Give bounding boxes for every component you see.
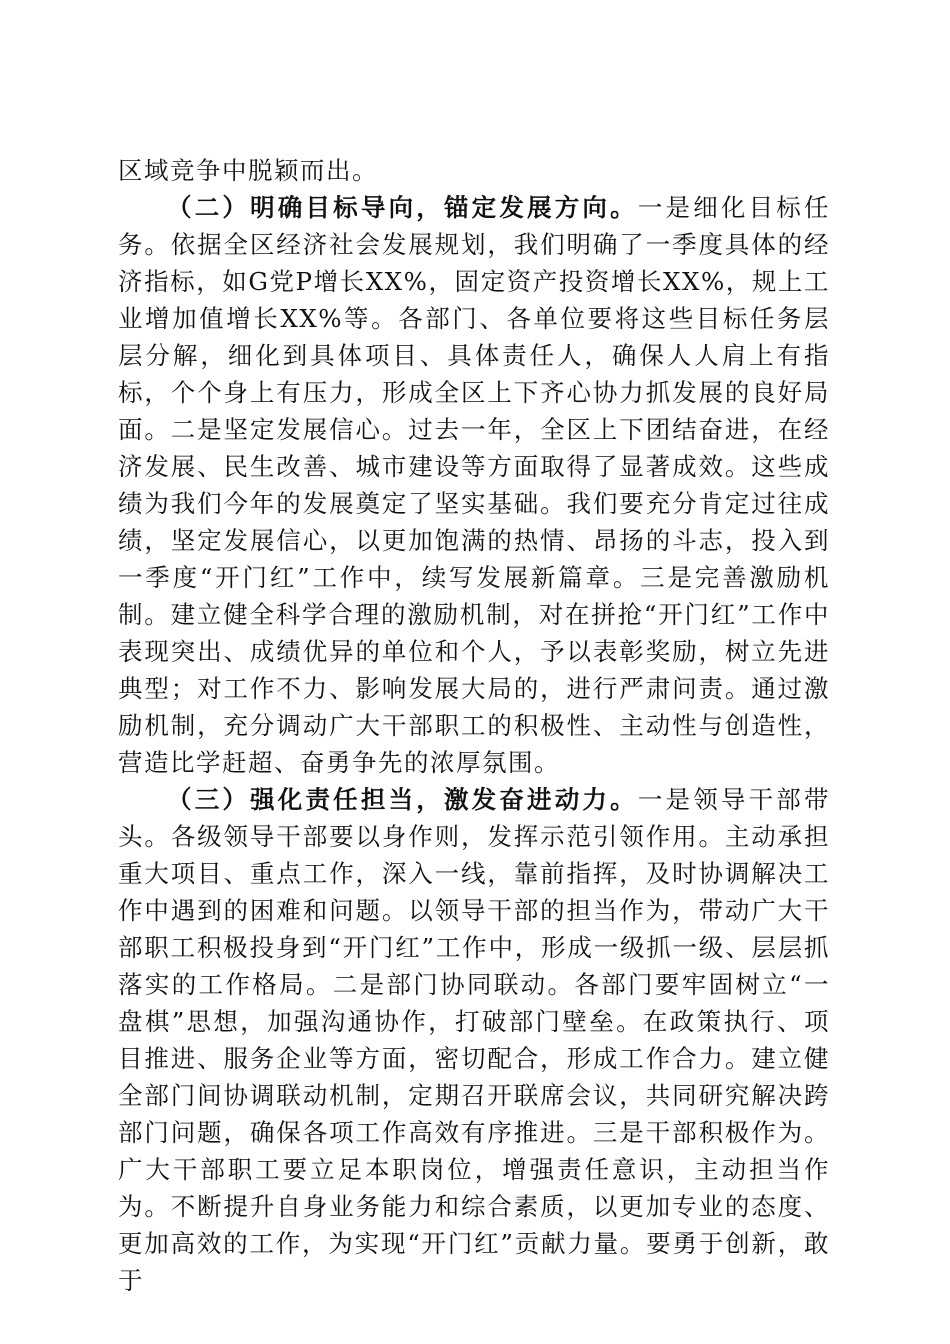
section-2-heading: （二）明确目标导向，锚定发展方向。 bbox=[167, 193, 638, 222]
section-2-paragraph bbox=[118, 189, 830, 781]
section-3-heading: （三）强化责任担当，激发奋进动力。 bbox=[167, 785, 638, 814]
document-body bbox=[118, 152, 830, 1299]
paragraph-continuation bbox=[118, 152, 830, 189]
paragraph-text: 区域竞争中脱颖而出。 bbox=[118, 156, 378, 185]
section-2-body: 一是细化目标任务。依据全区经济社会发展规划，我们明确了一季度具体的经济指标，如G党P增长XX%，固定资产投资增长XX%，规上工业增加值增长XX%等。各部门、各单位要将这些目标任务层层分解，细化到具体项目、具体责任人，确保人人肩上有指标，个个身上有压力，形成全区上下齐心协力抓发展的良好局面。二是坚定发展信心。过去一年，全区上下团结奋进，在经济发展、民生改善、城市建设等方面取得了显著成效。这些成绩为我们今年的发展奠定了坚实基础。我们要充分肯定过往成绩，坚定发展信心，以更加饱满的热情、昂扬的斗志，投入到一季度“开门红”工作中，续写发展新篇章。三是完善激励机制。建立健全科学合理的激励机制，对在拼抢“开门红”工作中表现突出、成绩优异的单位和个人，予以表彰奖励，树立先进典型；对工作不力、影响发展大局的，进行严肃问责。通过激励机制，充分调动广大干部职工的积极性、主动性与创造性，营造比学赶超、奋勇争先的浓厚氛围。 bbox=[118, 193, 831, 777]
section-3-paragraph bbox=[118, 781, 830, 1299]
section-3-body: 一是领导干部带头。各级领导干部要以身作则，发挥示范引领作用。主动承担重大项目、重点工作，深入一线，靠前指挥，及时协调解决工作中遇到的困难和问题。以领导干部的担当作为，带动广大干部职工积极投身到“开门红”工作中，形成一级抓一级、层层抓落实的工作格局。二是部门协同联动。各部门要牢固树立“一盘棋”思想，加强沟通协作，打破部门壁垒。在政策执行、项目推进、服务企业等方面，密切配合，形成工作合力。建立健全部门间协调联动机制，定期召开联席会议，共同研究解决跨部门问题，确保各项工作高效有序推进。三是干部积极作为。广大干部职工要立足本职岗位，增强责任意识，主动担当作为。不断提升自身业务能力和综合素质，以更加专业的态度、更加高效的工作，为实现“开门红”贡献力量。要勇于创新，敢于 bbox=[118, 785, 831, 1295]
